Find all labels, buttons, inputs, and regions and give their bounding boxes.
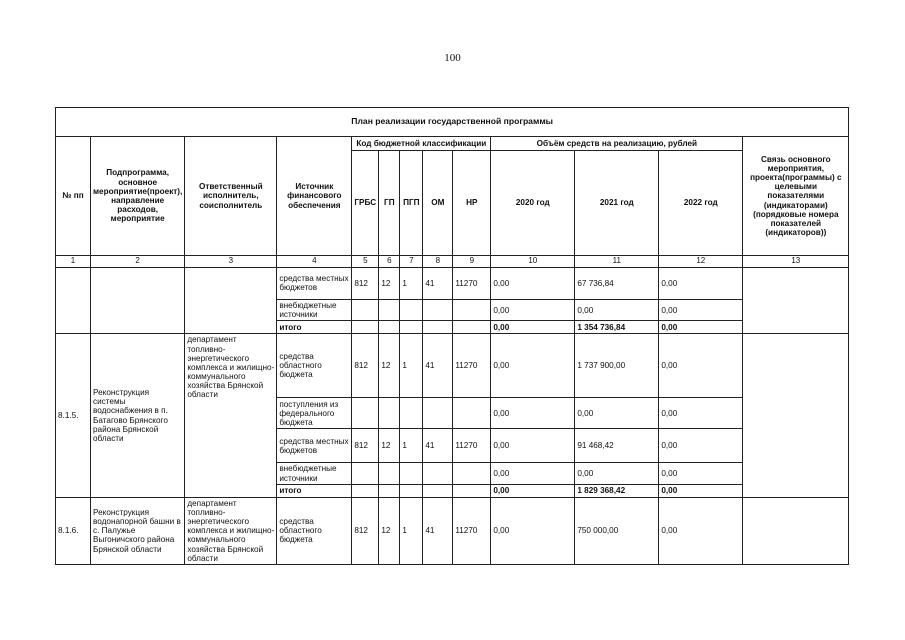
y2020-cell: 0,00 xyxy=(491,267,575,299)
header-link: Связь основного мероприятия, проекта(программы) с целевыми показателями (индикаторами) (порядковые номера показателей (индикаторов)) xyxy=(743,137,849,256)
header-source: Источник финансового обеспечения xyxy=(277,137,352,256)
y2021-cell: 0,00 xyxy=(575,463,659,484)
pgp-cell xyxy=(400,484,423,497)
y2022-cell: 0,00 xyxy=(659,267,743,299)
col-number: 1 xyxy=(56,256,91,268)
pgp-cell xyxy=(400,321,423,334)
source-cell: итого xyxy=(277,321,352,334)
om-cell xyxy=(423,484,453,497)
source-cell: внебюджетные источники xyxy=(277,299,352,320)
name-cell: Реконструкция водонапорной башни в с. Палужье Выгоничского района Брянской области xyxy=(91,497,185,564)
source-cell: итого xyxy=(277,484,352,497)
col-number: 9 xyxy=(453,256,491,268)
np-cell: 11270 xyxy=(453,429,491,463)
source-cell: внебюджетные источники xyxy=(277,463,352,484)
grbs-cell xyxy=(352,398,379,429)
header-num: № пп xyxy=(56,137,91,256)
y2021-cell: 0,00 xyxy=(575,299,659,320)
header-2022: 2022 год xyxy=(659,151,743,256)
om-cell xyxy=(423,398,453,429)
np-cell: 11270 xyxy=(453,267,491,299)
grbs-cell: 812 xyxy=(352,267,379,299)
y2022-cell: 0,00 xyxy=(659,299,743,320)
col-number: 11 xyxy=(575,256,659,268)
gp-cell: 12 xyxy=(379,334,400,398)
y2022-cell: 0,00 xyxy=(659,321,743,334)
pgp-cell: 1 xyxy=(400,429,423,463)
y2020-cell: 0,00 xyxy=(491,321,575,334)
pgp-cell xyxy=(400,299,423,320)
link-cell xyxy=(743,267,849,333)
num-cell xyxy=(56,267,91,333)
y2020-cell: 0,00 xyxy=(491,299,575,320)
grbs-cell: 812 xyxy=(352,497,379,564)
y2022-cell: 0,00 xyxy=(659,429,743,463)
name-cell: Реконструкция системы водоснабжения в п. Батагово Брянского района Брянской области xyxy=(91,334,185,497)
np-cell: 11270 xyxy=(453,497,491,564)
grbs-cell: 812 xyxy=(352,429,379,463)
col-number: 8 xyxy=(423,256,453,268)
y2021-cell: 0,00 xyxy=(575,398,659,429)
gp-cell xyxy=(379,463,400,484)
grbs-cell xyxy=(352,321,379,334)
pgp-cell: 1 xyxy=(400,267,423,299)
y2022-cell: 0,00 xyxy=(659,398,743,429)
col-number: 5 xyxy=(352,256,379,268)
np-cell xyxy=(453,398,491,429)
gp-cell: 12 xyxy=(379,429,400,463)
om-cell: 41 xyxy=(423,429,453,463)
source-cell: средства местных бюджетов xyxy=(277,429,352,463)
pgp-cell xyxy=(400,398,423,429)
source-cell: средства местных бюджетов xyxy=(277,267,352,299)
grbs-cell xyxy=(352,463,379,484)
y2020-cell: 0,00 xyxy=(491,497,575,564)
table-title: План реализации государственной программы xyxy=(56,108,849,137)
om-cell: 41 xyxy=(423,497,453,564)
col-number: 10 xyxy=(491,256,575,268)
grbs-cell xyxy=(352,484,379,497)
link-cell xyxy=(743,334,849,497)
np-cell: 11270 xyxy=(453,334,491,398)
gp-cell xyxy=(379,398,400,429)
y2022-cell: 0,00 xyxy=(659,497,743,564)
np-cell xyxy=(453,484,491,497)
np-cell xyxy=(453,299,491,320)
col-number: 12 xyxy=(659,256,743,268)
col-number: 4 xyxy=(277,256,352,268)
header-subprogram: Подпрограмма, основное мероприятие(проект), направление расходов, мероприятие xyxy=(91,137,185,256)
y2021-cell: 1 737 900,00 xyxy=(575,334,659,398)
source-cell: средства областного бюджета xyxy=(277,334,352,398)
num-cell: 8.1.6. xyxy=(56,497,91,564)
name-cell xyxy=(91,267,185,333)
gp-cell xyxy=(379,484,400,497)
grbs-cell: 812 xyxy=(352,334,379,398)
pgp-cell: 1 xyxy=(400,334,423,398)
page-number: 100 xyxy=(444,52,461,64)
col-number: 13 xyxy=(743,256,849,268)
y2020-cell: 0,00 xyxy=(491,398,575,429)
header-np: НР xyxy=(453,151,491,256)
header-grbs: ГРБС xyxy=(352,151,379,256)
om-cell xyxy=(423,299,453,320)
y2022-cell: 0,00 xyxy=(659,484,743,497)
gp-cell: 12 xyxy=(379,267,400,299)
om-cell: 41 xyxy=(423,334,453,398)
y2020-cell: 0,00 xyxy=(491,334,575,398)
header-2020: 2020 год xyxy=(491,151,575,256)
y2021-cell: 750 000,00 xyxy=(575,497,659,564)
header-responsible: Ответственный исполнитель, соисполнитель xyxy=(185,137,277,256)
table-row xyxy=(56,334,849,398)
pgp-cell xyxy=(400,463,423,484)
col-number: 6 xyxy=(379,256,400,268)
responsible-cell: департамент топливно-энергетического комплекса и жилищно-коммунального хозяйства Брянской области xyxy=(185,497,277,564)
y2021-cell: 1 354 736,84 xyxy=(575,321,659,334)
table-row xyxy=(56,267,849,299)
col-number: 3 xyxy=(185,256,277,268)
header-om: ОМ xyxy=(423,151,453,256)
gp-cell: 12 xyxy=(379,497,400,564)
responsible-cell: департамент топливно-энергетического комплекса и жилищно-коммунального хозяйства Брянской области xyxy=(185,334,277,497)
y2020-cell: 0,00 xyxy=(491,484,575,497)
y2021-cell: 1 829 368,42 xyxy=(575,484,659,497)
y2021-cell: 67 736,84 xyxy=(575,267,659,299)
gp-cell xyxy=(379,321,400,334)
col-number: 7 xyxy=(400,256,423,268)
y2021-cell: 91 468,42 xyxy=(575,429,659,463)
num-cell: 8.1.5. xyxy=(56,334,91,497)
source-cell: средства областного бюджета xyxy=(277,497,352,564)
table-row xyxy=(56,497,849,564)
header-pgp: ПГП xyxy=(400,151,423,256)
header-gp: ГП xyxy=(379,151,400,256)
om-cell xyxy=(423,463,453,484)
link-cell xyxy=(743,497,849,564)
y2020-cell: 0,00 xyxy=(491,463,575,484)
y2020-cell: 0,00 xyxy=(491,429,575,463)
header-kbk-group: Код бюджетной классификации xyxy=(352,137,491,151)
header-2021: 2021 год xyxy=(575,151,659,256)
program-plan-table xyxy=(55,107,849,565)
om-cell: 41 xyxy=(423,267,453,299)
np-cell xyxy=(453,321,491,334)
om-cell xyxy=(423,321,453,334)
gp-cell xyxy=(379,299,400,320)
header-funds-group: Объём средств на реализацию, рублей xyxy=(491,137,743,151)
responsible-cell xyxy=(185,267,277,333)
np-cell xyxy=(453,463,491,484)
y2022-cell: 0,00 xyxy=(659,463,743,484)
grbs-cell xyxy=(352,299,379,320)
source-cell: поступления из федерального бюджета xyxy=(277,398,352,429)
col-number: 2 xyxy=(91,256,185,268)
pgp-cell: 1 xyxy=(400,497,423,564)
y2022-cell: 0,00 xyxy=(659,334,743,398)
